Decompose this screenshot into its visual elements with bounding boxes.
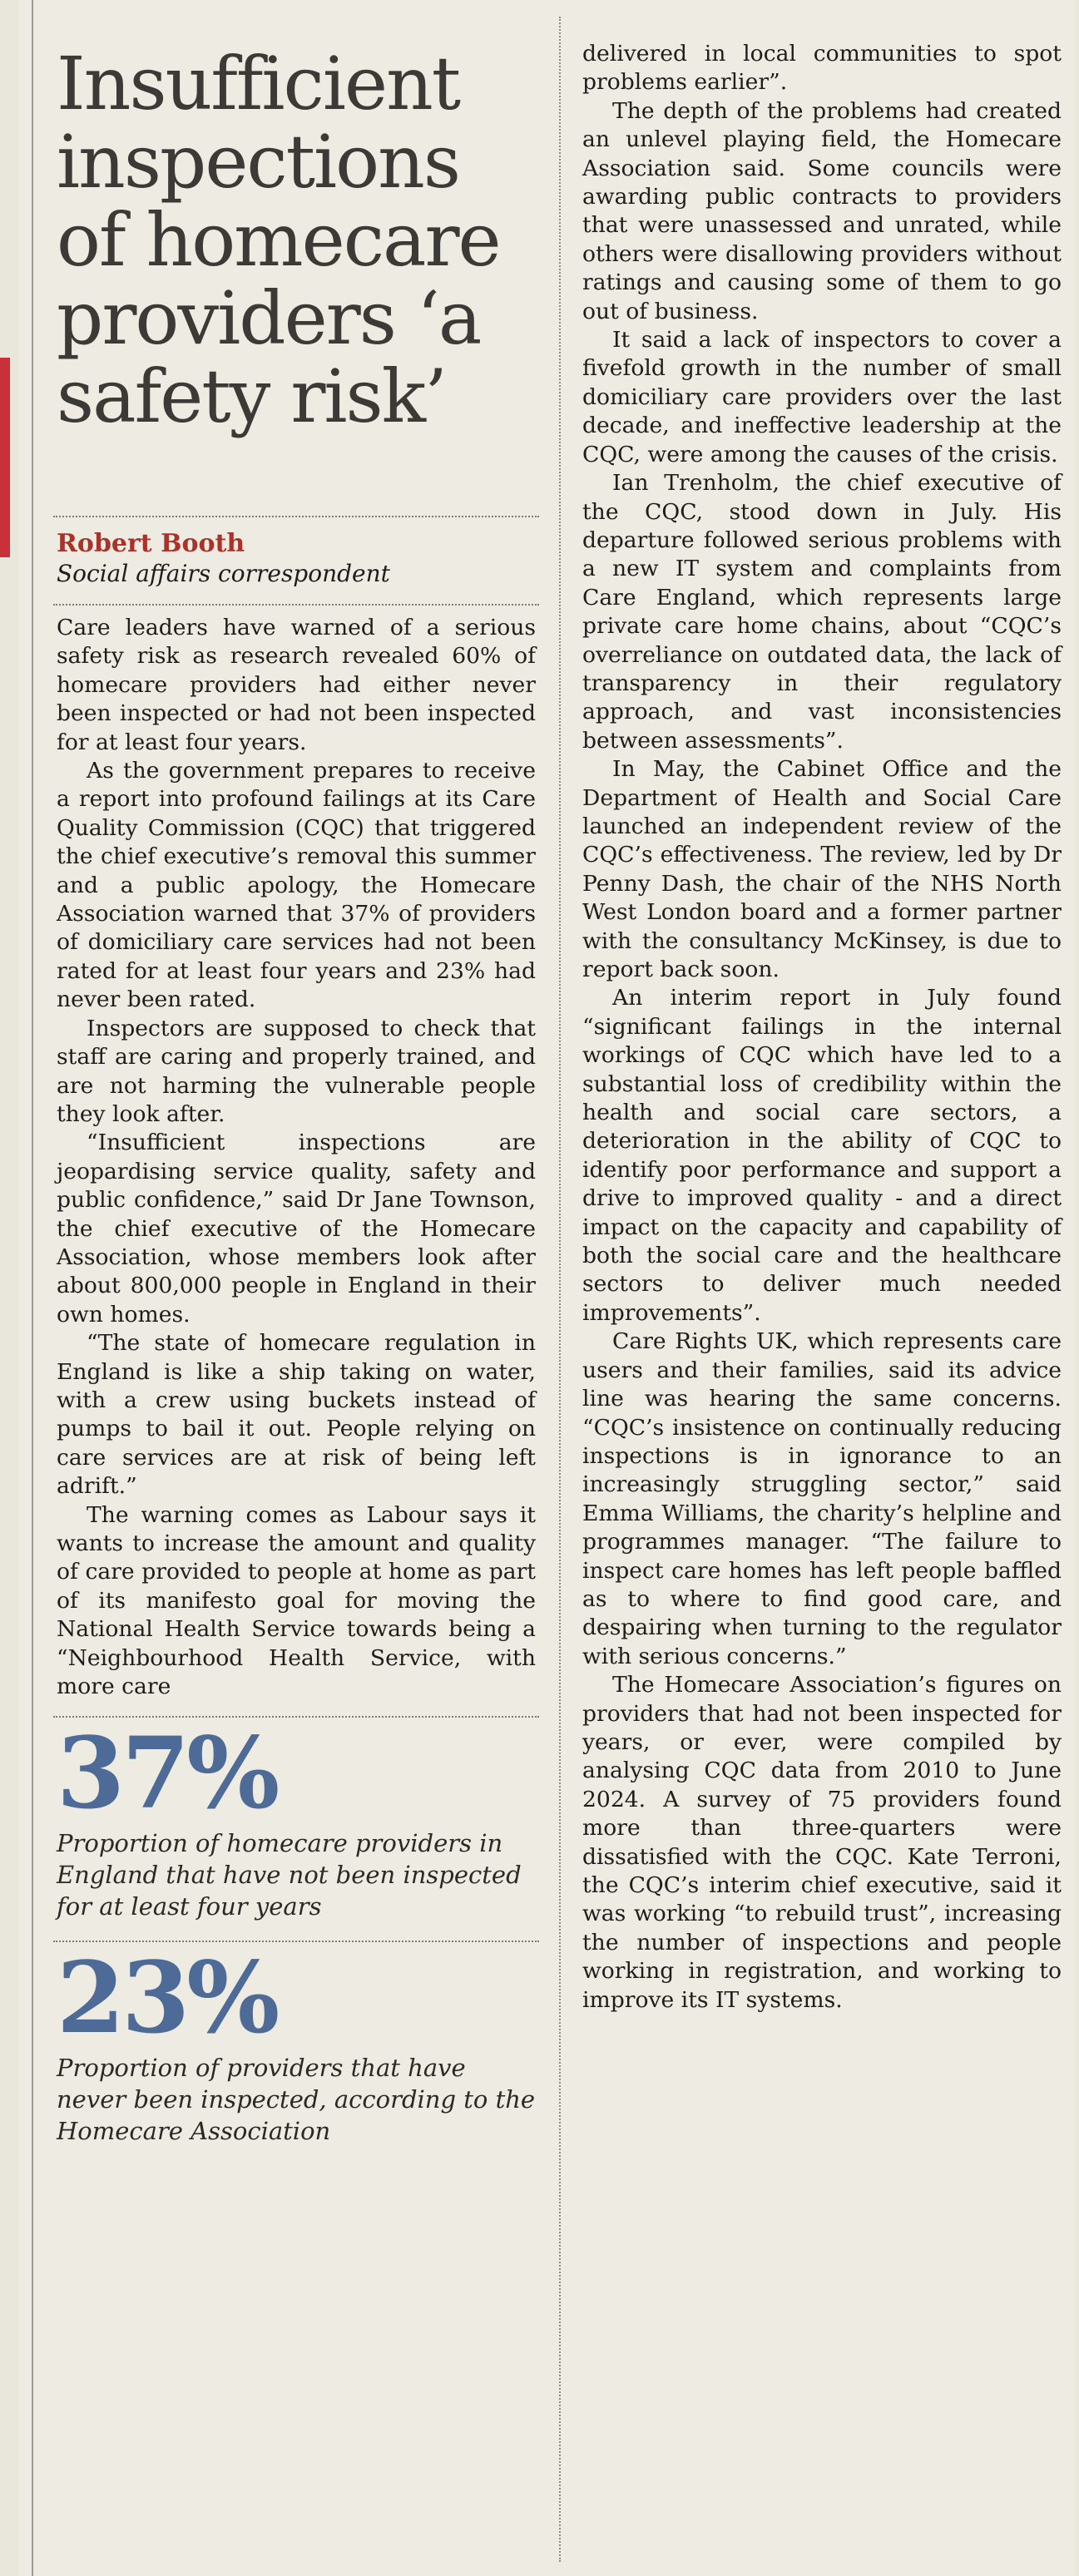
body-paragraph: “The state of homecare regulation in England is like a ship taking on water, with a crew using buckets instead of pumps to bail it out. People relying on care services are at risk of being left adrift.”	[57, 1330, 536, 1500]
headline: Insufficient inspections of homecare providers ‘a safety risk’	[57, 41, 500, 439]
stat-value: 37%	[57, 1715, 277, 1832]
body-paragraph: Ian Trenholm, the chief executive of the CQC, stood down in July. His departure followed serious problems with a new IT system and complaints from Care England, which represents large private care home chains, about “CQC’s overreliance on outdated data, the lack of transparency in their regulatory approach, and vast inconsistencies between assessments”.	[582, 470, 1062, 754]
page-edge-mark	[0, 358, 10, 557]
body-paragraph: Care leaders have warned of a serious safety risk as research revealed 60% of homecare providers had either never been inspected or had not been inspected for at least four years.	[57, 615, 536, 755]
body-paragraph: Care Rights UK, which represents care users and their families, said its advice line was hearing the same concerns. “CQC’s insistence on continually reducing inspections is in ignorance to an increasingly struggling sector,” said Emma Williams, the charity’s helpline and programmes manager. “The failure to inspect care homes has left people baffled as to where to find good care, and despairing when turning to the regulator with serious concerns.”	[582, 1328, 1062, 1669]
body-paragraph: The Homecare Association’s figures on providers that had not been inspected for years, or ever, were compiled by analysing CQC data from 2010 to June 2024. A survey of 75 providers found more than three-quarters were dissatisfied with the CQC. Kate Terroni, the CQC’s interim chief executive, said it was working “to rebuild trust”, increasing the number of inspections and people working in registration, and working to improve its IT systems.	[582, 1672, 1062, 2013]
body-paragraph: An interim report in July found “significant failings in the internal workings of CQC which have led to a substantial loss of credibility within the health and social care sectors, a deterioration in the ability of CQC to identify poor performance and support a drive to improved quality - and a direct impact on the capacity and capability of both the social care and the healthcare sectors to deliver much needed improvements”.	[582, 985, 1062, 1326]
body-paragraph: delivered in local communities to spot problems earlier”.	[582, 41, 1062, 96]
body-paragraph: As the government prepares to receive a report into profound failings at its Care Quality Commission (CQC) that triggered the chief executive’s removal this summer and a public apology, the Homecare Association warned that 37% of providers of domiciliary care services had not been rated for at least four years and 23% had never been rated.	[57, 758, 536, 1013]
stat-box	[57, 1940, 539, 2147]
body-paragraph: In May, the Cabinet Office and the Department of Health and Social Care launched an independent review of the CQC’s effectiveness. The review, led by Dr Penny Dash, the chair of the NHS North West London board and a former partner with the consultancy McKinsey, is due to report back soon.	[582, 756, 1062, 982]
body-paragraph: “Insufficient inspections are jeopardising service quality, safety and public confidence,” said Dr Jane Townson, the chief executive of the Homecare Association, whose members look after about 800,000 people in England in their own homes.	[57, 1130, 536, 1328]
stat-caption: Proportion of providers that have never been inspected, according to the Homecare Association	[57, 2054, 536, 2146]
stat-box	[57, 1715, 539, 1922]
left-column	[48, 33, 539, 2147]
body-paragraph: Inspectors are supposed to check that staff are caring and properly trained, and are not harming the vulnerable people they look after.	[57, 1015, 536, 1127]
column-divider	[559, 17, 561, 2562]
body-paragraph: The warning comes as Labour says it wants to increase the amount and quality of care provided to people at home as part of its manifesto goal for moving the National Health Service towards being a “Neighbourhood Health Service, with more care	[57, 1501, 536, 1700]
byline-divider	[53, 516, 539, 517]
right-column	[574, 40, 1065, 2015]
body-paragraph: The depth of the problems had created an unlevel playing field, the Homecare Association said. Some councils were awarding public contracts to providers that were unassessed and unrated, while others were disallowing providers without ratings and causing some of them to go out of business.	[582, 97, 1062, 324]
column-edge-rule	[32, 0, 33, 2576]
byline-role: Social affairs correspondent	[57, 560, 390, 587]
byline-name: Robert Booth	[57, 529, 245, 558]
stat-caption: Proportion of homecare providers in England that have not been inspected for at least four years	[57, 1829, 522, 1921]
body-paragraph: It said a lack of inspectors to cover a fivefold growth in the number of small domiciliary care providers over the last decade, and ineffective leadership at the CQC, were among the causes of the crisis.	[582, 327, 1062, 467]
stat-value: 23%	[57, 1940, 277, 2056]
byline-bottom-divider	[53, 604, 539, 606]
